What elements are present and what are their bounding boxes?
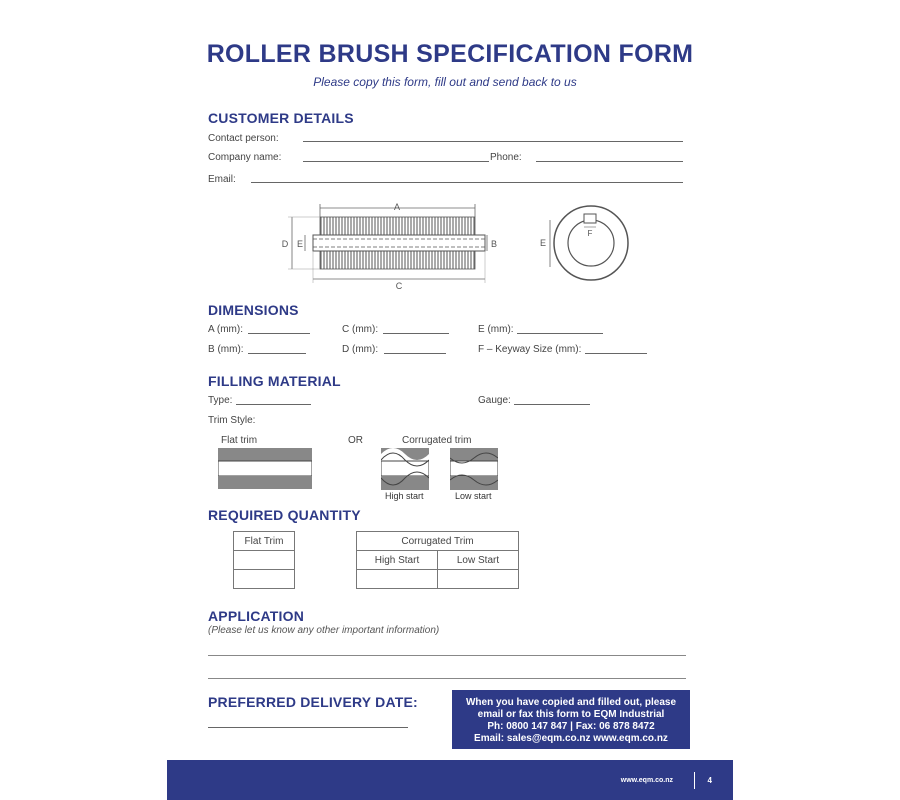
contact-person-label: Contact person:	[208, 133, 279, 144]
customer-details-heading: CUSTOMER DETAILS	[208, 110, 354, 126]
corrugated-trim-header: Corrugated Trim	[357, 532, 519, 551]
dim-a-label: A (mm):	[208, 324, 243, 335]
footer-divider	[694, 772, 695, 789]
dimensions-heading: DIMENSIONS	[208, 302, 299, 318]
high-start-header: High Start	[357, 551, 438, 570]
page-title: ROLLER BRUSH SPECIFICATION FORM	[206, 40, 694, 68]
flat-trim-illustration	[218, 448, 312, 490]
dim-a-field[interactable]	[248, 333, 310, 334]
dim-c-label: C (mm):	[342, 324, 379, 335]
email-field[interactable]	[251, 182, 683, 183]
delivery-date-field[interactable]	[208, 727, 408, 728]
brush-end-view-diagram	[535, 200, 645, 285]
filling-material-heading: FILLING MATERIAL	[208, 373, 341, 389]
application-heading: APPLICATION	[208, 608, 305, 624]
high-start-qty-cell[interactable]	[357, 570, 438, 589]
flat-trim-label: Flat trim	[221, 435, 258, 446]
phone-field[interactable]	[536, 161, 683, 162]
gauge-field[interactable]	[514, 404, 590, 405]
dimension-d-label: D	[281, 239, 289, 249]
low-start-qty-cell[interactable]	[438, 570, 519, 589]
flat-trim-qty-cell-1[interactable]	[234, 551, 295, 570]
dim-f-field[interactable]	[585, 353, 647, 354]
page-number: 4	[707, 776, 712, 785]
flat-trim-header: Flat Trim	[234, 532, 295, 551]
keyway	[584, 214, 596, 223]
contact-info-box	[452, 690, 690, 749]
type-label: Type:	[208, 395, 233, 406]
dim-b-label: B (mm):	[208, 344, 244, 355]
type-field[interactable]	[236, 404, 311, 405]
dimension-b-label: B	[490, 239, 498, 249]
required-quantity-heading: REQUIRED QUANTITY	[208, 507, 361, 523]
application-line-1[interactable]	[208, 655, 686, 656]
brush-core	[313, 235, 485, 251]
application-note: (Please let us know any other important information)	[208, 625, 440, 636]
contact-person-field[interactable]	[303, 141, 683, 142]
low-start-illustration	[450, 448, 498, 490]
dimension-c-label: C	[395, 281, 403, 291]
dimension-f-label: F	[587, 229, 593, 238]
dimension-a-label: A	[393, 202, 401, 212]
end-view-e-label: E	[539, 238, 547, 248]
dim-b-field[interactable]	[248, 353, 306, 354]
dim-f-label: F – Keyway Size (mm):	[478, 344, 582, 355]
trim-style-label: Trim Style:	[208, 415, 256, 426]
brush-bristles-top	[320, 217, 475, 235]
brush-bristles-bottom	[320, 251, 475, 269]
gauge-label: Gauge:	[478, 395, 511, 406]
page-subtitle: Please copy this form, fill out and send back to us	[313, 75, 577, 89]
email-label: Email:	[208, 174, 236, 185]
flat-trim-quantity-table	[233, 531, 295, 589]
corrugated-trim-quantity-table	[356, 531, 519, 589]
contact-line-1: When you have copied and filled out, please	[465, 697, 677, 708]
contact-line-4: Email: sales@eqm.co.nz www.eqm.co.nz	[474, 733, 668, 744]
high-start-illustration	[381, 448, 429, 490]
contact-line-3: Ph: 0800 147 847 | Fax: 06 878 8472	[487, 721, 655, 732]
low-start-label: Low start	[455, 491, 492, 501]
roller-brush-diagram	[275, 195, 505, 295]
flat-trim-qty-cell-2[interactable]	[234, 570, 295, 589]
company-name-label: Company name:	[208, 152, 282, 163]
dim-d-field[interactable]	[384, 353, 446, 354]
high-start-label: High start	[385, 491, 424, 501]
dimension-e-label: E	[296, 239, 304, 249]
or-label: OR	[348, 435, 363, 446]
application-line-2[interactable]	[208, 678, 686, 679]
corrugated-trim-label: Corrugated trim	[402, 435, 472, 446]
footer-bar	[167, 760, 733, 800]
company-name-field[interactable]	[303, 161, 489, 162]
phone-label: Phone:	[490, 152, 522, 163]
dim-d-label: D (mm):	[342, 344, 379, 355]
low-start-header: Low Start	[438, 551, 519, 570]
footer-url[interactable]: www.eqm.co.nz	[620, 777, 673, 784]
dim-e-label: E (mm):	[478, 324, 514, 335]
preferred-delivery-date-heading: PREFERRED DELIVERY DATE:	[208, 694, 418, 710]
dim-c-field[interactable]	[383, 333, 449, 334]
contact-line-2: email or fax this form to EQM Industrial	[477, 709, 665, 720]
dim-e-field[interactable]	[517, 333, 603, 334]
